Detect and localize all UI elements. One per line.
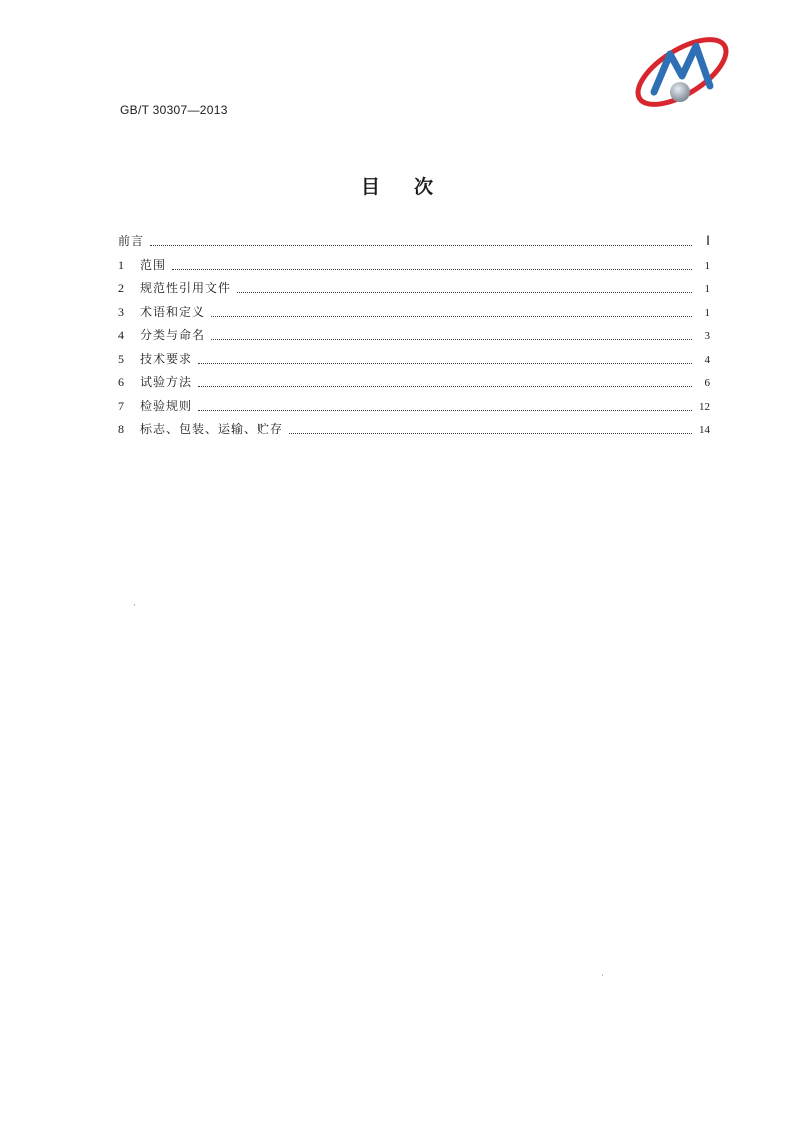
toc-entry-normative-references[interactable] — [118, 279, 710, 303]
toc-entry-number: 8 — [118, 422, 124, 436]
toc-entry-label: 规范性引用文件 — [140, 281, 232, 295]
toc-entry-number: 6 — [118, 375, 124, 389]
toc-leader-dots — [198, 410, 692, 411]
toc-entry-label: 范围 — [140, 257, 167, 272]
toc-entry-marking-packaging[interactable] — [118, 420, 710, 444]
toc-entry-number: 2 — [118, 281, 124, 295]
scan-speck — [134, 604, 135, 606]
toc-leader-dots — [289, 433, 692, 434]
toc-entry-classification[interactable] — [118, 326, 710, 350]
toc-entry-test-methods[interactable] — [118, 373, 710, 397]
toc-entry-page: 12 — [699, 400, 710, 413]
toc-entry-label: 检验规则 — [140, 398, 193, 413]
toc-entry-page: Ⅰ — [706, 233, 710, 248]
scan-speck — [602, 974, 603, 976]
toc-entry-page: 1 — [704, 306, 710, 319]
toc-entry-number: 5 — [118, 351, 124, 366]
standard-number: GB/T 30307—2013 — [120, 103, 228, 117]
toc-entry-label: 前言 — [118, 234, 145, 248]
toc-leader-dots — [198, 386, 692, 387]
toc-leader-dots — [211, 339, 692, 340]
toc-entry-number: 7 — [118, 398, 124, 413]
toc-entry-number: 1 — [118, 257, 124, 272]
toc-entry-preface[interactable] — [118, 232, 710, 256]
toc-entry-page: 3 — [704, 330, 710, 342]
toc-entry-number: 3 — [118, 304, 124, 319]
toc-entry-inspection-rules[interactable] — [118, 397, 710, 421]
toc-entry-label: 标志、包装、运输、贮存 — [140, 422, 284, 436]
table-of-contents — [118, 232, 710, 444]
toc-leader-dots — [198, 363, 692, 364]
toc-entry-page: 6 — [704, 377, 710, 389]
toc-entry-label: 试验方法 — [140, 375, 193, 389]
toc-leader-dots — [150, 245, 692, 246]
toc-entry-terms-definitions[interactable] — [118, 303, 710, 327]
toc-leader-dots — [211, 316, 692, 317]
toc-entry-page: 1 — [704, 259, 710, 272]
toc-leader-dots — [237, 292, 692, 293]
toc-entry-page: 14 — [699, 424, 710, 436]
toc-title: 目次 — [360, 176, 467, 198]
toc-entry-label: 技术要求 — [140, 351, 193, 366]
toc-entry-number: 4 — [118, 328, 124, 342]
toc-entry-label: 术语和定义 — [140, 304, 206, 319]
toc-leader-dots — [172, 269, 692, 270]
toc-entry-page: 1 — [704, 283, 710, 295]
toc-entry-technical-requirements[interactable] — [118, 350, 710, 374]
toc-entry-label: 分类与命名 — [140, 328, 206, 342]
toc-entry-page: 4 — [704, 353, 710, 366]
publisher-logo-icon — [626, 28, 738, 108]
toc-entry-scope[interactable] — [118, 256, 710, 280]
